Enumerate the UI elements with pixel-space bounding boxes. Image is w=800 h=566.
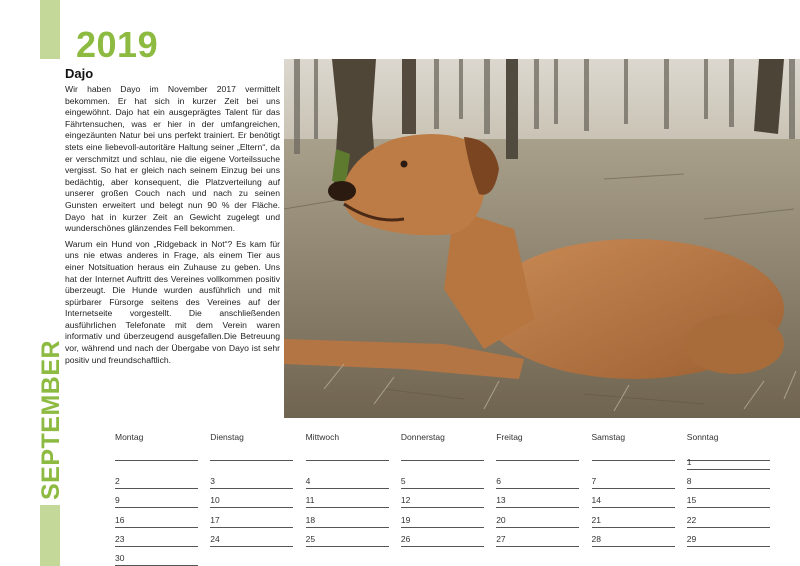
calendar-date: 23 — [115, 533, 125, 544]
date-line — [687, 488, 770, 489]
date-line — [210, 507, 293, 508]
weekday-header: Freitag — [496, 432, 523, 442]
date-line — [687, 469, 770, 470]
weekday-header: Sonntag — [686, 432, 719, 442]
date-line — [592, 527, 675, 528]
calendar-date: 14 — [591, 495, 601, 506]
date-line — [592, 507, 675, 508]
dog-photo — [284, 59, 800, 418]
calendar-date: 4 — [305, 476, 311, 487]
calendar-date: 21 — [591, 514, 601, 525]
date-line — [592, 488, 675, 489]
calendar-date: 16 — [115, 514, 125, 525]
date-line — [401, 546, 484, 547]
calendar-date: 2 — [115, 476, 120, 487]
month-vertical-label: SEPTEMBER — [37, 339, 65, 500]
accent-bar-top — [40, 0, 60, 59]
story-paragraph-2: Warum ein Hund von „Ridgeback in Not“? Es kam für uns nie etwas anderes in Frage, als einem Tier aus einer Notsituation heraus ein Zuhause zu geben. Uns hat der Internet Auftritt des Vereines vollkommen positiv überzeugt. Die Hunde wurden ausführlich und mit spürbarer Fürsorge seitens des Vereines auf der Internetseite vorgestellt. Die anschließenden ausführlichen Telefonate mit dem Verein waren informativ und überzeugend ausgefallen.Die Betreuung vor, während und nach der Übergabe von Dayo ist sehr positiv und freundschaftlich. — [65, 238, 280, 365]
calendar-date: 11 — [305, 495, 315, 506]
date-line — [115, 488, 198, 489]
weekday-header: Donnerstag — [400, 432, 445, 442]
calendar-date: 19 — [400, 514, 411, 525]
weekday-header: Montag — [115, 432, 144, 442]
date-line — [306, 527, 389, 528]
calendar-date: 13 — [496, 495, 506, 506]
calendar-date: 18 — [305, 514, 316, 525]
date-line — [115, 507, 198, 508]
calendar-date: 29 — [686, 533, 697, 544]
calendar-date: 9 — [115, 495, 120, 506]
date-line — [210, 527, 293, 528]
calendar-date: 27 — [496, 533, 506, 544]
date-line — [496, 527, 579, 528]
story-paragraph-1: Wir haben Dayo im November 2017 vermittelt bekommen. Er hat sich in kurzer Zeit bei uns eingewöhnt. Dajo hat ein ausgeprägtes Talent für das Fährtensuchen, was er hier in der umfangreichen, eingezäunten Natur bei uns perfekt trainiert. Er benötigt stets eine liebevoll-autoritäre Haltung seiner „Eltern“, da er verschmitzt und schlau, nie die eigene Vorteilssuche vergisst. So hat er gleich nach seinem Einzug bei uns bedächtig, aber konsequent, die Platzverteilung auf unserer großen Couch nach und nach zu seinen Gunsten erweitert und belegt nun 90 % der Fläche. Dayo hat in kurzer Zeit an Gewicht zugelegt und wunderschönes glänzendes Fell bekommen. — [65, 84, 280, 234]
day-line — [210, 460, 293, 461]
day-line — [401, 460, 484, 461]
date-line — [401, 488, 484, 489]
date-line — [496, 546, 579, 547]
story-title: Dajo — [65, 66, 94, 81]
date-line — [687, 507, 770, 508]
day-line — [115, 460, 198, 461]
weekday-header: Dienstag — [210, 432, 244, 442]
calendar-date: 24 — [210, 533, 220, 544]
calendar-date: 26 — [400, 533, 411, 544]
date-line — [115, 546, 198, 547]
story-text — [65, 84, 280, 370]
accent-bar-bottom — [40, 505, 60, 566]
weekday-header: Mittwoch — [305, 432, 340, 442]
calendar-date: 30 — [115, 553, 125, 563]
date-line — [496, 507, 579, 508]
calendar-date: 17 — [210, 514, 220, 525]
calendar-date: 6 — [496, 476, 501, 487]
date-line — [687, 527, 770, 528]
calendar-date: 1 — [686, 457, 692, 467]
date-line — [401, 527, 484, 528]
date-line — [687, 546, 770, 547]
calendar-date: 28 — [591, 533, 601, 544]
weekday-header: Samstag — [591, 432, 626, 442]
day-line — [592, 460, 675, 461]
calendar-date: 10 — [210, 495, 220, 506]
calendar-date: 12 — [400, 495, 411, 506]
date-line — [306, 546, 389, 547]
calendar-date: 15 — [686, 495, 697, 506]
date-line — [592, 546, 675, 547]
calendar-date: 20 — [496, 514, 506, 525]
calendar-date: 25 — [305, 533, 316, 544]
year-heading: 2019 — [76, 24, 159, 65]
calendar-date: 5 — [400, 476, 406, 487]
date-line — [210, 546, 293, 547]
calendar-date: 3 — [210, 476, 216, 487]
date-line — [115, 527, 198, 528]
date-line — [496, 488, 579, 489]
date-line — [210, 488, 293, 489]
day-line — [496, 460, 579, 461]
date-line — [306, 488, 389, 489]
date-line — [306, 507, 389, 508]
calendar-date: 8 — [686, 476, 692, 487]
day-line — [306, 460, 389, 461]
day-line — [687, 460, 770, 461]
calendar-date: 7 — [591, 476, 597, 487]
calendar-date: 22 — [686, 514, 697, 525]
date-line — [401, 507, 484, 508]
